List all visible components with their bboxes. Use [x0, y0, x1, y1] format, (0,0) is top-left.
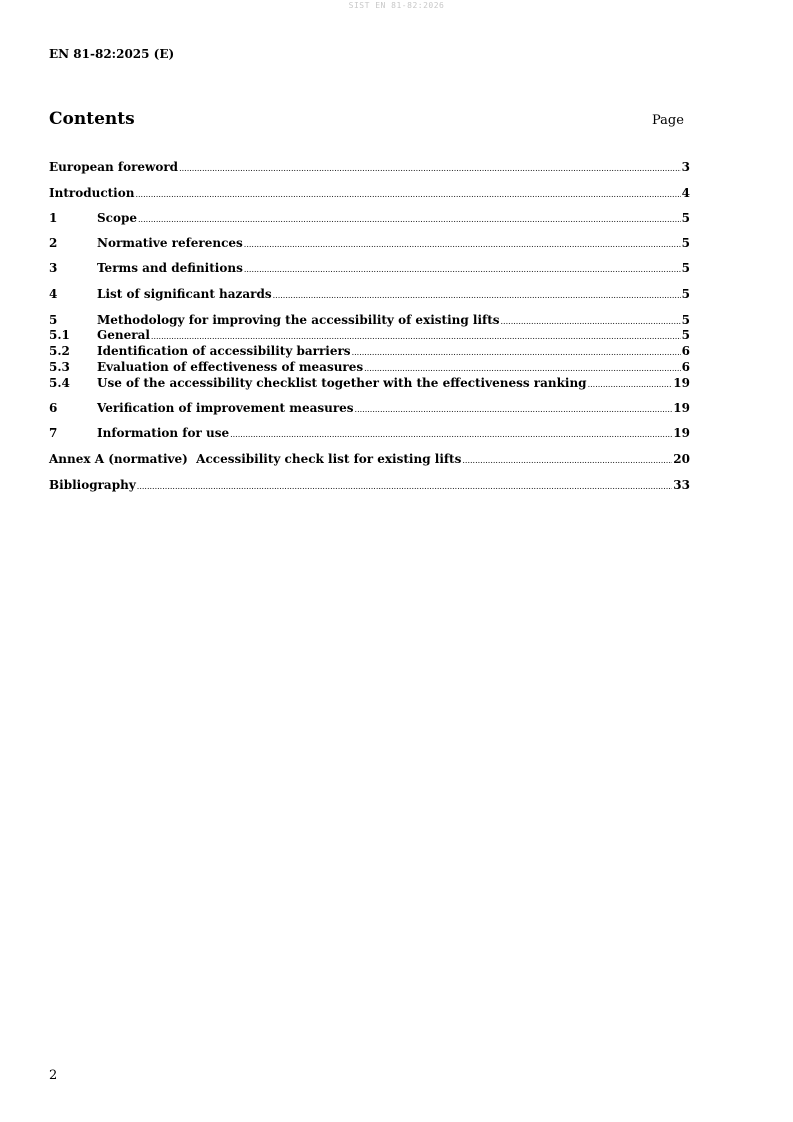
toc-entry-title: Evaluation of effectiveness of measures: [97, 360, 364, 374]
toc-entry-introduction[interactable]: [49, 186, 690, 201]
toc-dot-leader: [355, 402, 673, 417]
toc-entry-title: Bibliography: [49, 478, 136, 492]
toc-entry-annex-a[interactable]: [49, 452, 690, 467]
toc-page-column-label: Page: [652, 113, 684, 128]
toc-entry-number: 5.4: [49, 376, 70, 390]
toc-entry-methodology[interactable]: [49, 313, 690, 328]
toc-entry-number: 5: [49, 313, 58, 327]
toc-entry-terms-and-definitions[interactable]: [49, 261, 690, 276]
toc-entry-page: 6: [681, 360, 690, 374]
toc-entry-page: 5: [681, 313, 690, 327]
toc-entry-title: Information for use: [97, 426, 230, 440]
toc-dot-leader: [244, 262, 681, 277]
toc-entry-page: 4: [681, 186, 690, 200]
toc-entry-page: 5: [681, 287, 690, 301]
toc-dot-leader: [244, 237, 681, 252]
toc-entry-page: 19: [673, 426, 690, 440]
toc-dot-leader: [179, 161, 681, 176]
toc-entry-title: Normative references: [97, 236, 243, 250]
toc-dot-leader: [352, 345, 681, 360]
toc-entry-page: 3: [681, 160, 690, 174]
toc-dot-leader: [273, 288, 681, 303]
toc-entry-title: European foreword: [49, 160, 179, 174]
toc-dot-leader: [462, 453, 672, 468]
toc-entry-number: 5.3: [49, 360, 70, 374]
toc-entry-page: 20: [673, 452, 690, 466]
toc-title: Contents: [49, 109, 135, 129]
toc-entry-number: 4: [49, 287, 58, 301]
toc-entry-page: 6: [681, 344, 690, 358]
toc-entry-title: Verification of improvement measures: [97, 401, 354, 415]
toc-dot-leader: [135, 187, 680, 202]
document-id: EN 81-82:2025 (E): [49, 47, 175, 61]
toc-entry-bibliography[interactable]: [49, 478, 690, 493]
toc-entry-page: 5: [681, 328, 690, 342]
toc-entry-title: Annex A (normative) Accessibility check list for existing lifts: [49, 452, 462, 466]
toc-entry-page: 5: [681, 236, 690, 250]
toc-entry-title: General: [97, 328, 150, 342]
toc-entry-title: Methodology for improving the accessibility of existing lifts: [97, 313, 500, 327]
toc-entry-scope[interactable]: [49, 211, 690, 226]
watermark: SIST EN 81-82:2026: [348, 1, 445, 10]
toc-entry-number: 5.2: [49, 344, 70, 358]
toc-dot-leader: [137, 479, 673, 494]
toc-dot-leader: [138, 212, 681, 227]
toc-dot-leader: [501, 314, 681, 329]
toc-entry-page: 5: [681, 261, 690, 275]
toc-entry-number: 7: [49, 426, 58, 440]
toc-entry-page: 19: [673, 401, 690, 415]
toc-entry-number: 3: [49, 261, 58, 275]
toc-entry-number: 6: [49, 401, 58, 415]
toc-entry-title: Terms and definitions: [97, 261, 243, 275]
toc-entry-title: Introduction: [49, 186, 135, 200]
toc-entry-general[interactable]: [49, 328, 690, 343]
toc-entry-page: 19: [673, 376, 690, 390]
toc-entry-number: 1: [49, 211, 58, 225]
toc-entry-use-of-checklist[interactable]: [49, 376, 690, 391]
toc-entry-page: 5: [681, 211, 690, 225]
toc-entry-page: 33: [673, 478, 690, 492]
toc-entry-title: Scope: [97, 211, 138, 225]
toc-dot-leader: [364, 361, 681, 376]
toc-entry-evaluation-of-effectiveness[interactable]: [49, 360, 690, 375]
toc-entry-information-for-use[interactable]: [49, 426, 690, 441]
page-number: 2: [49, 1068, 58, 1083]
toc-entry-title: List of significant hazards: [97, 287, 272, 301]
toc-dot-leader: [588, 377, 673, 392]
toc-entry-identification-of-barriers[interactable]: [49, 344, 690, 359]
toc-dot-leader: [230, 427, 672, 442]
toc-entry-verification[interactable]: [49, 401, 690, 416]
toc-dot-leader: [151, 329, 681, 344]
toc-entry-number: 5.1: [49, 328, 70, 342]
toc-entry-european-foreword[interactable]: [49, 160, 690, 175]
toc-entry-significant-hazards[interactable]: [49, 287, 690, 302]
toc-entry-title: Use of the accessibility checklist together with the effectiveness ranking: [97, 376, 587, 390]
toc-entry-title: Identification of accessibility barriers: [97, 344, 351, 358]
toc-entry-normative-references[interactable]: [49, 236, 690, 251]
toc-entry-number: 2: [49, 236, 58, 250]
